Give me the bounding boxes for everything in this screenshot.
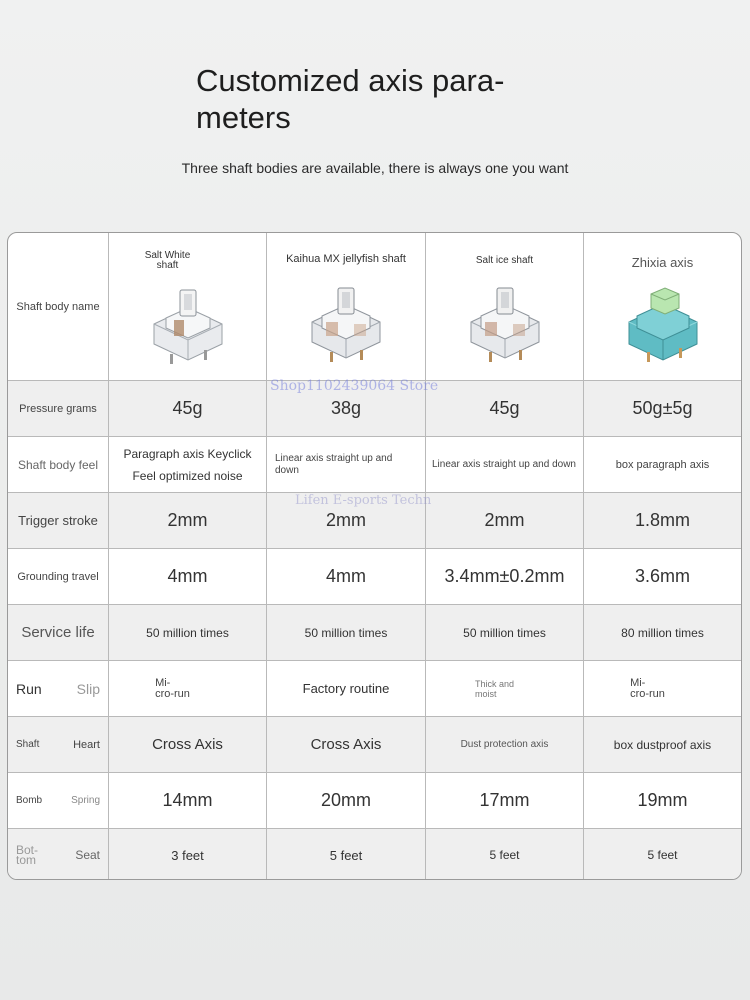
value-cell [109, 605, 267, 661]
value: 50 million times [304, 625, 388, 640]
table-row [8, 717, 741, 773]
value: Factory routine [302, 681, 390, 696]
store-watermark: Shop1102439064 Store [270, 378, 439, 394]
value-cell [426, 661, 584, 717]
value: 2mm [167, 510, 208, 530]
value-cell [267, 829, 426, 880]
table-row [8, 605, 741, 661]
value: 19mm [637, 790, 688, 810]
row-label-left: Bot- tom [16, 843, 39, 867]
value-cell [426, 717, 584, 773]
switch-column-1 [109, 233, 267, 381]
value: Dust protection axis [460, 739, 549, 750]
value-cell [109, 661, 267, 717]
row-label-cell [8, 717, 109, 773]
switch-image-salt-ice [463, 284, 547, 366]
value-cell [426, 829, 584, 880]
row-label-left: Bomb [16, 795, 43, 806]
value-cell [584, 605, 741, 661]
value-cell [267, 773, 426, 829]
switch-name: Kaihua MX jellyfish shaft [286, 253, 406, 265]
value: 1.8mm [634, 510, 690, 530]
switch-column-2 [267, 233, 426, 381]
value-cell [267, 549, 426, 605]
value-cell [426, 549, 584, 605]
header-label-cell [8, 233, 109, 381]
value: Linear axis straight up and down [275, 452, 393, 476]
value-cell [584, 493, 741, 549]
value-cell [584, 549, 741, 605]
value: 50g±5g [632, 398, 693, 418]
table-row [8, 549, 741, 605]
value-cell [426, 773, 584, 829]
value: 80 million times [621, 625, 704, 640]
table-header-row [8, 233, 741, 381]
value: 5 feet [329, 847, 363, 863]
row-label: Grounding travel [17, 570, 99, 583]
row-label-right: Heart [73, 738, 100, 751]
value: 45g [172, 398, 203, 418]
switch-image-zhixia [621, 282, 705, 366]
header-label: Shaft body name [16, 300, 100, 313]
row-label-right: Spring [71, 795, 100, 806]
page-subtitle: Three shaft bodies are available, there is always one you want [181, 160, 569, 176]
switch-name: Salt White shaft [144, 250, 191, 271]
value-cell [584, 717, 741, 773]
switch-image-jellyfish [304, 284, 388, 366]
value-cell [584, 381, 741, 437]
value: 3.6mm [634, 566, 690, 586]
switch-name: Salt ice shaft [475, 255, 534, 266]
value-cell [426, 381, 584, 437]
value: 38g [330, 398, 362, 418]
parameters-table [7, 232, 742, 880]
row-label: Shaft body feel [17, 457, 99, 472]
value-cell [109, 493, 267, 549]
value-cell [584, 773, 741, 829]
value: 17mm [479, 790, 530, 810]
value-cell [584, 661, 741, 717]
value: 50 million times [146, 625, 229, 640]
value: box dustproof axis [613, 737, 712, 752]
value: 20mm [320, 790, 371, 810]
page-title: Customized axis para- meters [196, 63, 505, 135]
value-cell [426, 605, 584, 661]
value-cell [109, 381, 267, 437]
value-cell [267, 717, 426, 773]
value-cell [267, 437, 426, 493]
switch-image-salt-white [146, 284, 230, 366]
row-label-cell [8, 437, 109, 493]
value-cell [109, 717, 267, 773]
value: Paragraph axis Keyclick Feel optimized noise [123, 446, 252, 483]
value: 45g [489, 398, 520, 418]
table-row [8, 773, 741, 829]
value-cell [109, 549, 267, 605]
row-label-cell [8, 605, 109, 661]
value: 2mm [326, 510, 366, 530]
value: 5 feet [489, 848, 520, 862]
value: 50 million times [463, 625, 546, 640]
value-cell [584, 829, 741, 880]
row-label-cell [8, 661, 109, 717]
value-cell [109, 437, 267, 493]
value: 2mm [484, 510, 525, 530]
table-row [8, 829, 741, 880]
table-row [8, 381, 741, 437]
value: 5 feet [647, 848, 678, 862]
switch-column-4 [584, 233, 741, 381]
table-row [8, 437, 741, 493]
value-cell [426, 437, 584, 493]
value: 4mm [167, 566, 208, 586]
value-cell [426, 493, 584, 549]
table-row [8, 493, 741, 549]
row-label-cell [8, 549, 109, 605]
row-label: Service life [21, 624, 95, 641]
value: 3.4mm±0.2mm [444, 566, 565, 586]
value: box paragraph axis [615, 458, 710, 471]
switch-name: Zhixia axis [631, 255, 694, 270]
row-label-right: Slip [76, 680, 100, 697]
brand-watermark: Lifen E-sports Techn [295, 493, 432, 508]
row-label-left: Run [16, 680, 42, 697]
row-label: Pressure grams [19, 402, 97, 415]
row-label-cell [8, 773, 109, 829]
table-row [8, 661, 741, 717]
row-label-cell [8, 381, 109, 437]
row-label-cell [8, 829, 109, 880]
value: 3 feet [171, 847, 204, 863]
value: Thick and moist [474, 678, 515, 699]
value: Linear axis straight up and down [432, 458, 576, 470]
value-cell [584, 437, 741, 493]
row-label-right: Seat [75, 848, 100, 862]
value-cell [267, 661, 426, 717]
value-cell [267, 381, 426, 437]
row-label: Trigger stroke [18, 513, 98, 528]
value: 14mm [162, 790, 213, 810]
value-cell [109, 829, 267, 880]
value: Mi- cro-run [155, 676, 190, 700]
value: Cross Axis [310, 736, 382, 753]
switch-column-3 [426, 233, 584, 381]
value-cell [267, 605, 426, 661]
value: Cross Axis [152, 736, 223, 753]
value: Mi- cro-run [630, 676, 665, 700]
value: 4mm [326, 566, 366, 586]
row-label-cell [8, 493, 109, 549]
row-label-left: Shaft [16, 739, 40, 750]
value-cell [267, 493, 426, 549]
value-cell [109, 773, 267, 829]
